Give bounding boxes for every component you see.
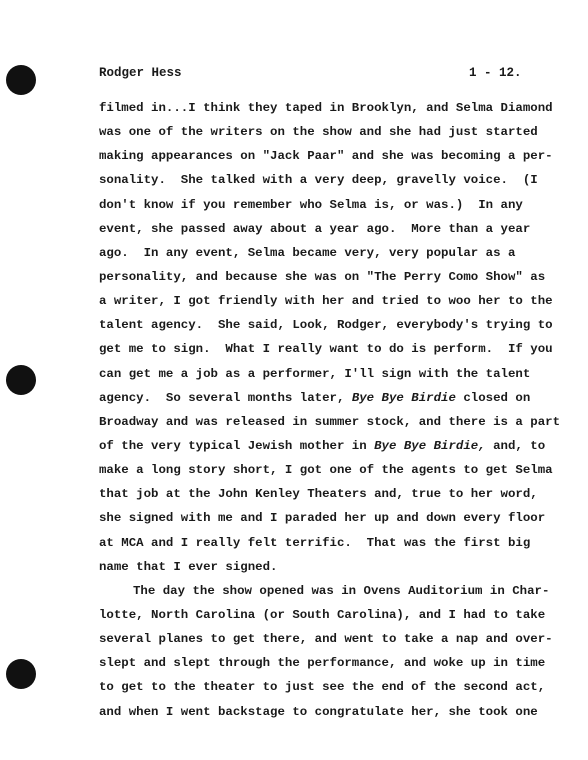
text-run: slept and slept through the performance, and woke up in time (99, 656, 546, 671)
text-line (99, 120, 538, 144)
text-run: Broadway and was released in summer stock, and there is a part (99, 414, 561, 429)
text-line (99, 193, 529, 217)
text-line (99, 265, 546, 289)
text-line (99, 603, 546, 627)
text-line (99, 168, 538, 192)
text-run: sonality. She talked with a very deep, gravelly voice. (I (99, 173, 538, 188)
text-run: name that I ever signed. (99, 559, 278, 574)
text-run: was one of the writers on the show and she had just started (99, 125, 538, 140)
text-run: that job at the John Kenley Theaters and, true to her word, (99, 487, 538, 502)
text-line (99, 531, 529, 555)
text-run: talent agency. She said, Look, Rodger, everybody's trying to (99, 318, 553, 333)
text-line (99, 627, 553, 651)
text-run: can get me a job as a performer, I'll sign with the talent (99, 366, 531, 381)
text-line (99, 506, 546, 530)
text-run: several planes to get there, and went to take a nap and over- (99, 632, 553, 647)
text-run: lotte, North Carolina (or South Carolina), and I had to take (99, 607, 546, 622)
page-number: 1 - 12. (469, 66, 522, 80)
italic-title: Bye Bye Birdie (351, 390, 456, 405)
text-line (99, 337, 553, 361)
text-line (99, 675, 546, 699)
text-run: filmed in...I think they taped in Brooklyn, and Selma Diamond (99, 101, 553, 115)
text-line (99, 555, 529, 579)
text-line (99, 241, 529, 265)
text-run: closed on (455, 390, 531, 405)
text-line (99, 651, 546, 675)
text-line (99, 482, 538, 506)
text-line (99, 386, 529, 410)
binder-hole (6, 659, 36, 689)
text-run: make a long story short, I got one of the agents to get Selma (99, 463, 553, 478)
text-run: to get to the theater to just see the end of the second act, (99, 680, 546, 695)
text-run: of the very typical Jewish mother in (99, 438, 375, 453)
text-line (99, 579, 550, 603)
text-run: agency. So several months later, (99, 390, 352, 405)
transcript-body (99, 96, 561, 724)
running-header-author: Rodger Hess (99, 66, 182, 80)
text-line (99, 700, 538, 724)
text-line (99, 313, 553, 337)
text-line (99, 362, 529, 386)
text-line (99, 289, 553, 313)
text-run: and when I went backstage to congratulate her, she took one (99, 704, 538, 719)
text-run: at MCA and I really felt terrific. That was the first big (99, 535, 531, 550)
text-line (99, 96, 553, 120)
text-run: don't know if you remember who Selma is, or was.) In any (99, 197, 523, 212)
text-line (99, 144, 553, 168)
text-line (99, 410, 561, 434)
italic-title: Bye Bye Birdie, (374, 438, 486, 453)
text-run: event, she passed away about a year ago. More than a year (99, 221, 531, 236)
text-run: ago. In any event, Selma became very, very popular as a (99, 245, 516, 260)
text-run: and, to (485, 438, 546, 453)
text-line (99, 434, 546, 458)
text-line (99, 458, 553, 482)
text-run: personality, and because she was on "The Perry Como Show" as (99, 269, 546, 284)
text-run: a writer, I got friendly with her and tried to woo her to the (99, 294, 553, 309)
text-run: making appearances on "Jack Paar" and she was becoming a per- (99, 149, 553, 164)
text-line (99, 217, 529, 241)
text-run: The day the show opened was in Ovens Auditorium in Char- (133, 583, 550, 598)
binder-hole (6, 365, 36, 395)
text-run: get me to sign. What I really want to do is perform. If you (99, 342, 553, 357)
text-run: she signed with me and I paraded her up and down every floor (99, 511, 546, 526)
binder-hole (6, 65, 36, 95)
